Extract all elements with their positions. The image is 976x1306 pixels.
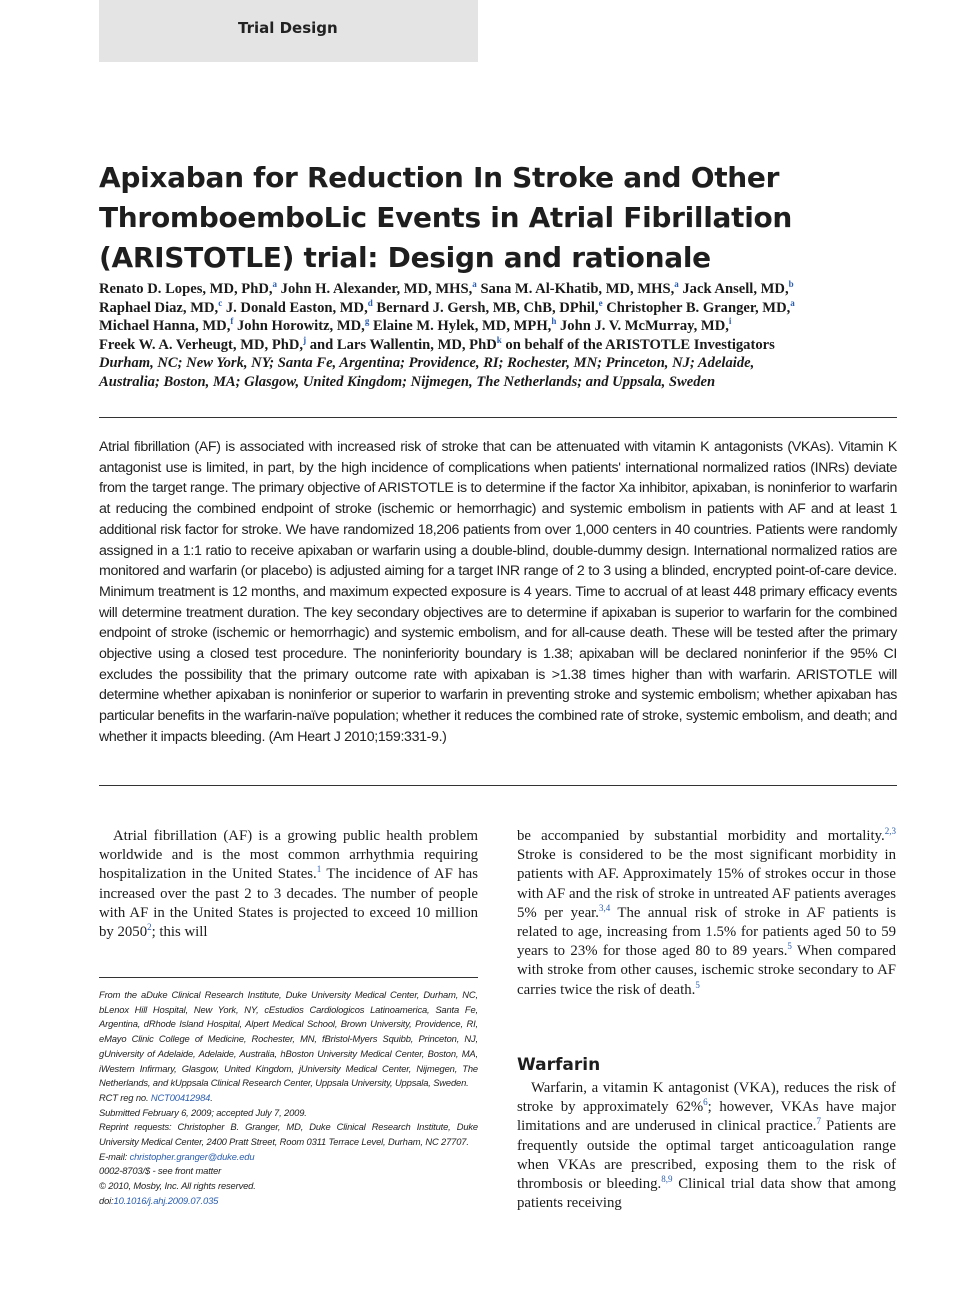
author: Christopher B. Granger, MD, — [602, 299, 791, 316]
rct-link[interactable]: NCT00412984 — [150, 1091, 211, 1103]
footnotes — [99, 988, 478, 1209]
citation[interactable]: 5 — [787, 941, 792, 952]
author: John J. V. McMurray, MD, — [556, 318, 729, 335]
citation[interactable]: 1 — [316, 864, 322, 875]
intro-paragraph: Atrial fibrillation (AF) is a growing public health problem worldwide and is the most common arrhythmia requiring hospitalization in the United States.$^1$ The incidence of AF has increased over the past 2 to 3 decades. The number of people with AF in the United States is projected to exceed 10 million by 2050$^2$; this will — [99, 828, 478, 941]
title-line: ThromboemboLic Events in Atrial Fibrillation — [99, 201, 793, 234]
doi-line: doi:10.1016/j.ahj.2009.07.035 — [99, 1194, 219, 1206]
author: Jack Ansell, MD, — [678, 281, 789, 297]
affiliation-mark: a — [674, 279, 679, 290]
affiliation-mark: a — [472, 279, 477, 290]
affiliation-mark: d — [367, 297, 373, 308]
affiliations-note: From the aDuke Clinical Research Institute, Duke University Medical Center, Durham, NC, bLenox Hill Hospital, New York, NY, cEstudios Cardiologicos Latinoamerica, Santa Fe, Argentina, dRhode Island Hospital, Alpert Medical School, Brown University, Providence, RI, eMayo Clinic College of Medicine, Rochester, MN, fBristol-Myers Squibb, Princeton, NJ, gUniversity of Adelaide, Adelaide, Australia, hBoston University Medical Center, Boston, MA, iWestern Infirmary, Glasgow, United Kingdom, jUniversity Medical Center, Nijmegen, The Netherlands, and kUppsala Clinical Research Center, Uppsala University, Uppsala, Sweden. — [99, 989, 478, 1089]
affiliation-mark: f — [230, 316, 234, 327]
section-label: Trial Design — [238, 19, 338, 37]
section-heading-warfarin: Warfarin — [517, 1055, 601, 1075]
author: Freek W. A. Verheugt, MD, PhD, — [99, 336, 304, 353]
citation[interactable]: 3,4 — [598, 902, 611, 913]
citation[interactable]: 6 — [703, 1097, 708, 1108]
reprint-requests: Reprint requests: Christopher B. Granger, MD, Duke Clinical Research Institute, Duke University Medical Center, 2400 Pratt Street, Room 0311 Terrace Level, Durham, NC 27707. — [99, 1121, 478, 1148]
citation[interactable]: 2 — [147, 922, 152, 933]
title-line: Apixaban for Reduction In Stroke and Other — [99, 161, 780, 194]
abstract-top-rule — [99, 417, 897, 418]
author: Bernard J. Gersh, MB, ChB, DPhil, — [372, 299, 599, 316]
affiliation-mark: c — [218, 297, 223, 308]
abstract: Atrial fibrillation (AF) is associated with increased risk of stroke that can be attenuated with vitamin K antagonists (VKAs). Vitamin K antagonist use is limited, in part, by the high incidence of complications when patients' international normalized ratios (INRs) deviate from the target range. The primary objective of ARISTOTLE is to determine if the factor Xa inhibitor, apixaban, is noninferior to warfarin at reducing the combined endpoint of stroke (ischemic or hemorrhagic) and systemic embolism in patients with AF and at least 1 additional risk factor for stroke. We have randomized 18,206 patients from over 1,000 centers in 40 countries. Patients were randomly assigned in a 1:1 ratio to receive apixaban or warfarin using a double-blind, double-dummy design. International normalized ratios are monitored and warfarin (or placebo) is adjusted aiming for a target INR range of 2 to 3 using a blinded, encrypted point-of-care device. Minimum treatment is 12 months, and maximum expected exposure is 4 years. Time to accrual of at least 448 primary efficacy events will determine treatment duration. The key secondary objectives are to determine if apixaban is superior to warfarin for the combined endpoint of stroke (ischemic or hemorrhagic) and systemic embolism, and for all-cause death. These will be tested after the primary objective using a closed test procedure. The noninferiority boundary is 1.38; apixaban will be declared noninferior if the 95% CI excludes the possibility that the primary outcome rate with apixaban is >1.38 times higher than with warfarin. ARISTOTLE will determine whether apixaban is noninferior or superior to warfarin in preventing stroke and systemic embolism; whether apixaban has particular benefits in the warfarin-naïve population; whether it reduces the combined rate of stroke, systemic embolism, and death; and whether it impacts bleeding. (Am Heart J 2010;159:331-9.) — [99, 439, 897, 745]
citation[interactable]: 8,9 — [661, 1174, 673, 1185]
affiliation-mark: a — [272, 279, 278, 290]
article-title — [99, 158, 879, 278]
author: on behalf of the ARISTOTLE Investigators — [501, 336, 775, 353]
author-line — [99, 280, 899, 299]
affiliation-mark: j — [303, 334, 307, 345]
section-tab — [99, 0, 478, 62]
warfarin-paragraph: Warfarin, a vitamin K antagonist (VKA), reduces the risk of stroke by approximately 62%$^6$; however, VKAs have major limitations and are underused in clinical practice.$^7$ Patients are frequently outside the optimal target anticoagulation range when VKAs are prescribed, exposing them to the risk of thrombosis or bleeding.$^{8,9}$ Clinical trial data show that among patients receiving — [517, 1080, 896, 1212]
affiliation-mark: b — [788, 279, 794, 290]
submission-dates: Submitted February 6, 2009; accepted July 7, 2009. — [99, 1106, 307, 1118]
author: Raphael Diaz, MD, — [99, 299, 219, 316]
author-locations: Durham, NC; New York, NY; Santa Fe, Argentina; Providence, RI; Rochester, MN; Princeton, NJ; Adelaide, — [99, 355, 755, 372]
abstract-bottom-rule — [99, 785, 897, 786]
issn-line: 0002-8703/$ - see front matter — [99, 1165, 222, 1177]
author-line — [99, 317, 899, 336]
title-line: (ARISTOTLE) trial: Design and rationale — [99, 241, 711, 274]
author: and Lars Wallentin, MD, PhD — [306, 336, 497, 353]
author: Michael Hanna, MD, — [99, 318, 231, 335]
copyright-line: © 2010, Mosby, Inc. All rights reserved. — [99, 1180, 256, 1192]
citation[interactable]: 2,3 — [884, 826, 896, 837]
author: John H. Alexander, MD, MHS, — [277, 281, 473, 297]
intro-continuation: be accompanied by substantial morbidity and mortality.$^{2,3}$ Stroke is considered to be the most significant morbidity in patients with AF. Approximately 15% of strokes occur in those with AF and the risk of stroke in untreated AF patients averages 5% per year.$^{3,4}$ The annual risk of stroke in AF patients is related to age, increasing from 1.5% for patients aged 50 to 59 years to 23% for those aged 80 to 89 years.$^5$ When compared with stroke from other causes, ischemic stroke secondary to AF carries twice the risk of death.$^5$ — [517, 826, 896, 998]
citation[interactable]: 7 — [816, 1116, 821, 1127]
affiliation-mark: g — [364, 316, 370, 327]
footnote-rule — [99, 977, 478, 978]
email-line: E-mail: christopher.granger@duke.edu — [99, 1150, 255, 1162]
email-link[interactable]: christopher.granger@duke.edu — [129, 1150, 255, 1162]
affiliation-mark: i — [728, 316, 732, 327]
rct-registration: RCT reg no. NCT00412984. — [99, 1091, 213, 1103]
doi-link[interactable]: 10.1016/j.ahj.2009.07.035 — [113, 1194, 219, 1206]
author: Sana M. Al-Khatib, MD, MHS, — [476, 281, 675, 297]
affiliation-mark: h — [551, 316, 557, 327]
author-locations: Australia; Boston, MA; Glasgow, United Kingdom; Nijmegen, The Netherlands; and Uppsala, Sweden — [99, 373, 716, 390]
author-list — [99, 280, 899, 392]
affiliation-mark: e — [598, 297, 603, 308]
citation[interactable]: 5 — [695, 979, 700, 990]
author-line — [99, 336, 899, 355]
author: J. Donald Easton, MD, — [222, 299, 368, 316]
affiliation-mark: k — [496, 334, 502, 345]
author: John Horowitz, MD, — [233, 318, 365, 335]
author-line — [99, 299, 899, 318]
author: Elaine M. Hylek, MD, MPH, — [369, 318, 552, 335]
author: Renato D. Lopes, MD, PhD, — [99, 281, 273, 297]
affiliation-mark: a — [790, 297, 795, 308]
